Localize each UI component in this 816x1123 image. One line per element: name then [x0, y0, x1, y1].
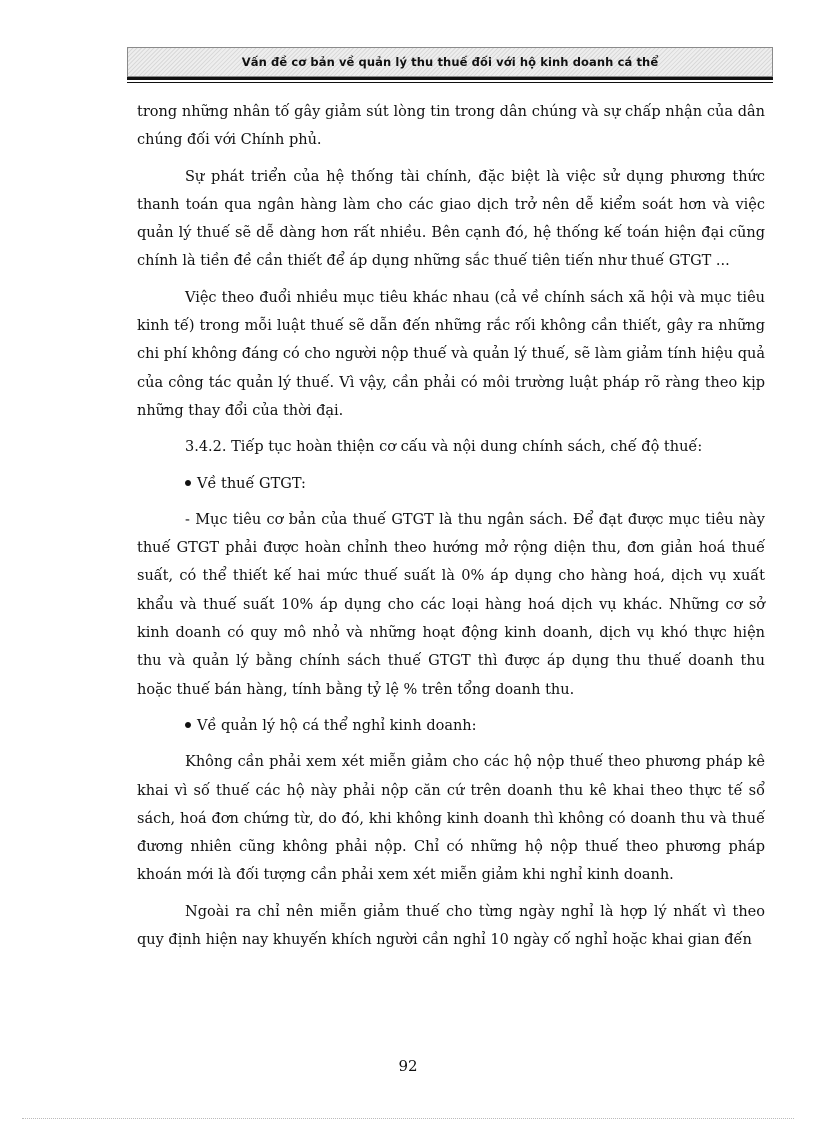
header-rule-thick	[127, 77, 773, 80]
section-heading-3-4-2: 3.4.2. Tiếp tục hoàn thiện cơ cấu và nội dung chính sách, chế độ thuế:	[185, 439, 703, 456]
bullet-icon	[185, 722, 191, 728]
bullet-vat	[137, 470, 765, 498]
paragraph-multiple-objectives: Việc theo đuổi nhiều mục tiêu khác nhau (cả về chính sách xã hội và mục tiêu kinh tế) trong mỗi luật thuế sẽ dẫn đến những rắc rối không cần thiết, gây ra những chi phí không đáng có cho người nộp thuế và quản lý thuế, sẽ làm giảm tính hiệu quả của công tác quản lý thuế. Vì vậy, cần phải có môi trường luật pháp rõ ràng theo kịp những thay đổi của thời đại.	[137, 289, 765, 419]
running-header	[127, 47, 773, 77]
paragraph-financial-system: Sự phát triển của hệ thống tài chính, đặc biệt là việc sử dụng phương thức thanh toán qua ngân hàng làm cho các giao dịch trở nên dễ kiểm soát hơn và việc quản lý thuế sẽ dễ dàng hơn rất nhiều. Bên cạnh đó, hệ thống kế toán hiện đại cũng chính là tiền đề cần thiết để áp dụng những sắc thuế tiên tiến như thuế GTGT ...	[137, 168, 765, 270]
bullet-business-suspension	[137, 712, 765, 740]
paragraph-continuation: trong những nhân tố gây giảm sút lòng tin trong dân chúng và sự chấp nhận của dân chúng đối với Chính phủ.	[137, 104, 765, 149]
paragraph-declaration-method: Không cần phải xem xét miễn giảm cho các hộ nộp thuế theo phương pháp kê khai vì số thuế các hộ này phải nộp căn cứ trên doanh thu kê khai theo thực tế sổ sách, hoá đơn chứng từ, do đó, khi không kinh doanh thì không có doanh thu và thuế đương nhiên cũng không phải nộp. Chỉ có những hộ nộp thuế theo phương pháp khoán mới là đối tượng cần phải xem xét miễn giảm khi nghỉ kinh doanh.	[137, 754, 765, 884]
paragraph-vat-objective: - Mục tiêu cơ bản của thuế GTGT là thu ngân sách. Để đạt được mục tiêu này thuế GTGT phải được hoàn chỉnh theo hướng mở rộng diện thu, đơn giản hoá thuế suất, có thể thiết kế hai mức thuế suất là 0% áp dụng cho hàng hoá, dịch vụ xuất khẩu và thuế suất 10% áp dụng cho các loại hàng hoá dịch vụ khác. Những cơ sở kinh doanh có quy mô nhỏ và những hoạt động kinh doanh, dịch vụ khó thực hiện thu và quản lý bằng chính sách thuế GTGT thì được áp dụng thu thuế doanh thu hoặc thuế bán hàng, tính bằng tỷ lệ % trên tổng doanh thu.	[137, 511, 765, 698]
page-body	[137, 98, 765, 962]
footer-dotted-line	[22, 1118, 794, 1119]
bullet-icon	[185, 480, 191, 486]
running-header-title: Vấn đề cơ bản về quản lý thu thuế đối với hộ kinh doanh cá thể	[241, 55, 659, 69]
paragraph-daily-exemption: Ngoài ra chỉ nên miễn giảm thuế cho từng ngày nghỉ là hợp lý nhất vì theo quy định hiện nay khuyến khích người cần nghỉ 10 ngày cố nghỉ hoặc khai gian đến	[137, 903, 765, 949]
header-rule-thin	[127, 82, 773, 83]
page-number: 92	[398, 1057, 418, 1075]
bullet-vat-label: Về thuế GTGT:	[197, 475, 306, 492]
bullet-business-suspension-label: Về quản lý hộ cá thể nghỉ kinh doanh:	[197, 717, 477, 734]
